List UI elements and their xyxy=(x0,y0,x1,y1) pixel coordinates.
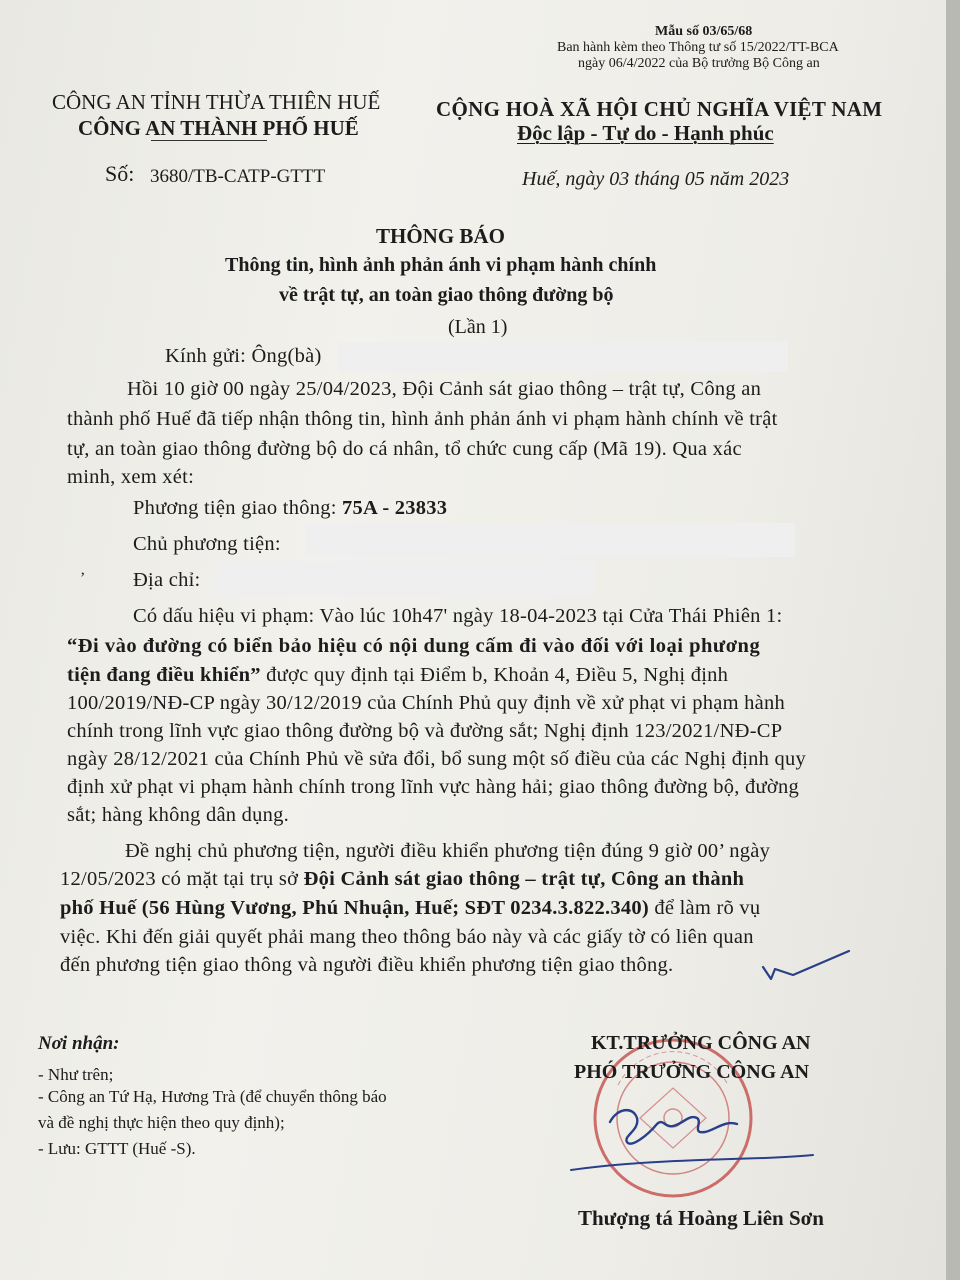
agency-line2: CÔNG AN THÀNH PHỐ HUẾ xyxy=(78,116,359,140)
violation-line: định xử phạt vi phạm hành chính trong lĩnh vực hàng hải; giao thông đường bộ, đường xyxy=(67,776,799,798)
violation-quote: “Đi vào đường có biển bảo hiệu có nội dung cấm đi vào đối với loại phương xyxy=(67,635,761,657)
page-edge xyxy=(946,0,960,1280)
nation-name: CỘNG HOÀ XÃ HỘI CHỦ NGHĨA VIỆT NAM xyxy=(436,97,883,121)
recipients-title: Nơi nhận: xyxy=(38,1033,120,1054)
nation-motto: Độc lập - Tự do - Hạnh phúc xyxy=(517,121,774,145)
vehicle-label: Phương tiện giao thông: xyxy=(133,497,337,519)
form-issued-date: ngày 06/4/2022 của Bộ trưởng Bộ Công an xyxy=(578,56,820,71)
title-main: THÔNG BÁO xyxy=(376,224,505,248)
handwritten-signature xyxy=(565,1090,815,1180)
intro-line: tự, an toàn giao thông đường bộ do cá nhân, tổ chức cung cấp (Mã 19). Qua xác xyxy=(67,438,742,460)
request-line xyxy=(60,897,760,920)
request-line: việc. Khi đến giải quyết phải mang theo thông báo này và các giấy tờ có liên quan xyxy=(60,926,754,948)
form-issued: Ban hành kèm theo Thông tư số 15/2022/TT-BCA xyxy=(557,40,839,55)
agency-line1: CÔNG AN TỈNH THỪA THIÊN HUẾ xyxy=(52,90,381,114)
agency-underline xyxy=(151,140,267,141)
violation-line-rest: được quy định tại Điểm b, Khoản 4, Điều 5, Nghị định xyxy=(266,664,729,686)
request-office-address: phố Huế (56 Hùng Vương, Phú Nhuận, Huế; SĐT 0234.3.822.340) xyxy=(60,897,650,919)
intro-line: minh, xem xét: xyxy=(67,466,195,488)
title-sub1: Thông tin, hình ảnh phản ánh vi phạm hành chính xyxy=(225,254,657,276)
violation-quote-end: tiện đang điều khiển” xyxy=(67,664,261,686)
salutation: Kính gửi: Ông(bà) xyxy=(165,345,322,367)
signer-role1: KT.TRƯỞNG CÔNG AN xyxy=(591,1032,811,1054)
redacted-owner xyxy=(305,523,795,557)
recipient-item: - Như trên; xyxy=(38,1065,114,1084)
intro-line: Hồi 10 giờ 00 ngày 25/04/2023, Đội Cảnh sát giao thông – trật tự, Công an xyxy=(127,378,762,400)
violation-line: Có dấu hiệu vi phạm: Vào lúc 10h47' ngày 18-04-2023 tại Cửa Thái Phiên 1: xyxy=(133,605,783,627)
stray-mark: ʼ xyxy=(80,570,86,587)
issue-date: Huế, ngày 03 tháng 05 năm 2023 xyxy=(522,168,790,190)
violation-line: chính trong lĩnh vực giao thông đường bộ và đường sắt; Nghị định 123/2021/NĐ-CP xyxy=(67,720,783,742)
intro-line: thành phố Huế đã tiếp nhận thông tin, hình ảnh phản ánh vi phạm hành chính về trật xyxy=(67,408,778,430)
request-line xyxy=(60,868,744,891)
signer-name: Thượng tá Hoàng Liên Sơn xyxy=(578,1206,824,1230)
request-line: đến phương tiện giao thông và người điều khiển phương tiện giao thông. xyxy=(60,954,674,976)
doc-number-label: Số: xyxy=(105,161,135,186)
title-sub2: về trật tự, an toàn giao thông đường bộ xyxy=(279,284,614,306)
violation-line xyxy=(67,664,728,687)
vehicle-plate: 75A - 23833 xyxy=(342,497,448,519)
vehicle-row xyxy=(133,497,447,520)
violation-line: ngày 28/12/2021 của Chính Phủ về sửa đổi, bổ sung một số điều của các Nghị định quy xyxy=(67,748,807,770)
request-text: để làm rõ vụ xyxy=(654,897,761,919)
request-line: Đề nghị chủ phương tiện, người điều khiển phương tiện đúng 9 giờ 00’ ngày xyxy=(125,840,771,862)
pen-checkmark xyxy=(755,945,855,990)
signer-role2: PHÓ TRƯỞNG CÔNG AN xyxy=(574,1061,810,1083)
doc-number: 3680/TB-CATP-GTTT xyxy=(150,166,326,187)
owner-label: Chủ phương tiện: xyxy=(133,533,281,555)
request-office: Đội Cảnh sát giao thông – trật tự, Công an thành xyxy=(303,868,745,890)
request-text: 12/05/2023 có mặt tại trụ sở xyxy=(60,868,299,890)
violation-line: sắt; hàng không dân dụng. xyxy=(67,804,290,826)
recipient-item: - Công an Tứ Hạ, Hương Trà (để chuyển thông báo xyxy=(38,1087,387,1106)
redacted-name xyxy=(338,342,788,372)
form-code: Mẫu số 03/65/68 xyxy=(655,24,753,39)
redacted-address xyxy=(213,561,595,597)
title-time: (Lần 1) xyxy=(448,316,508,338)
address-label: Địa chỉ: xyxy=(133,569,201,591)
recipient-item: - Lưu: GTTT (Huế -S). xyxy=(38,1139,196,1158)
recipient-item: và đề nghị thực hiện theo quy định); xyxy=(38,1113,285,1132)
violation-line: 100/2019/NĐ-CP ngày 30/12/2019 của Chính Phủ quy định về xử phạt vi phạm hành xyxy=(67,692,786,714)
